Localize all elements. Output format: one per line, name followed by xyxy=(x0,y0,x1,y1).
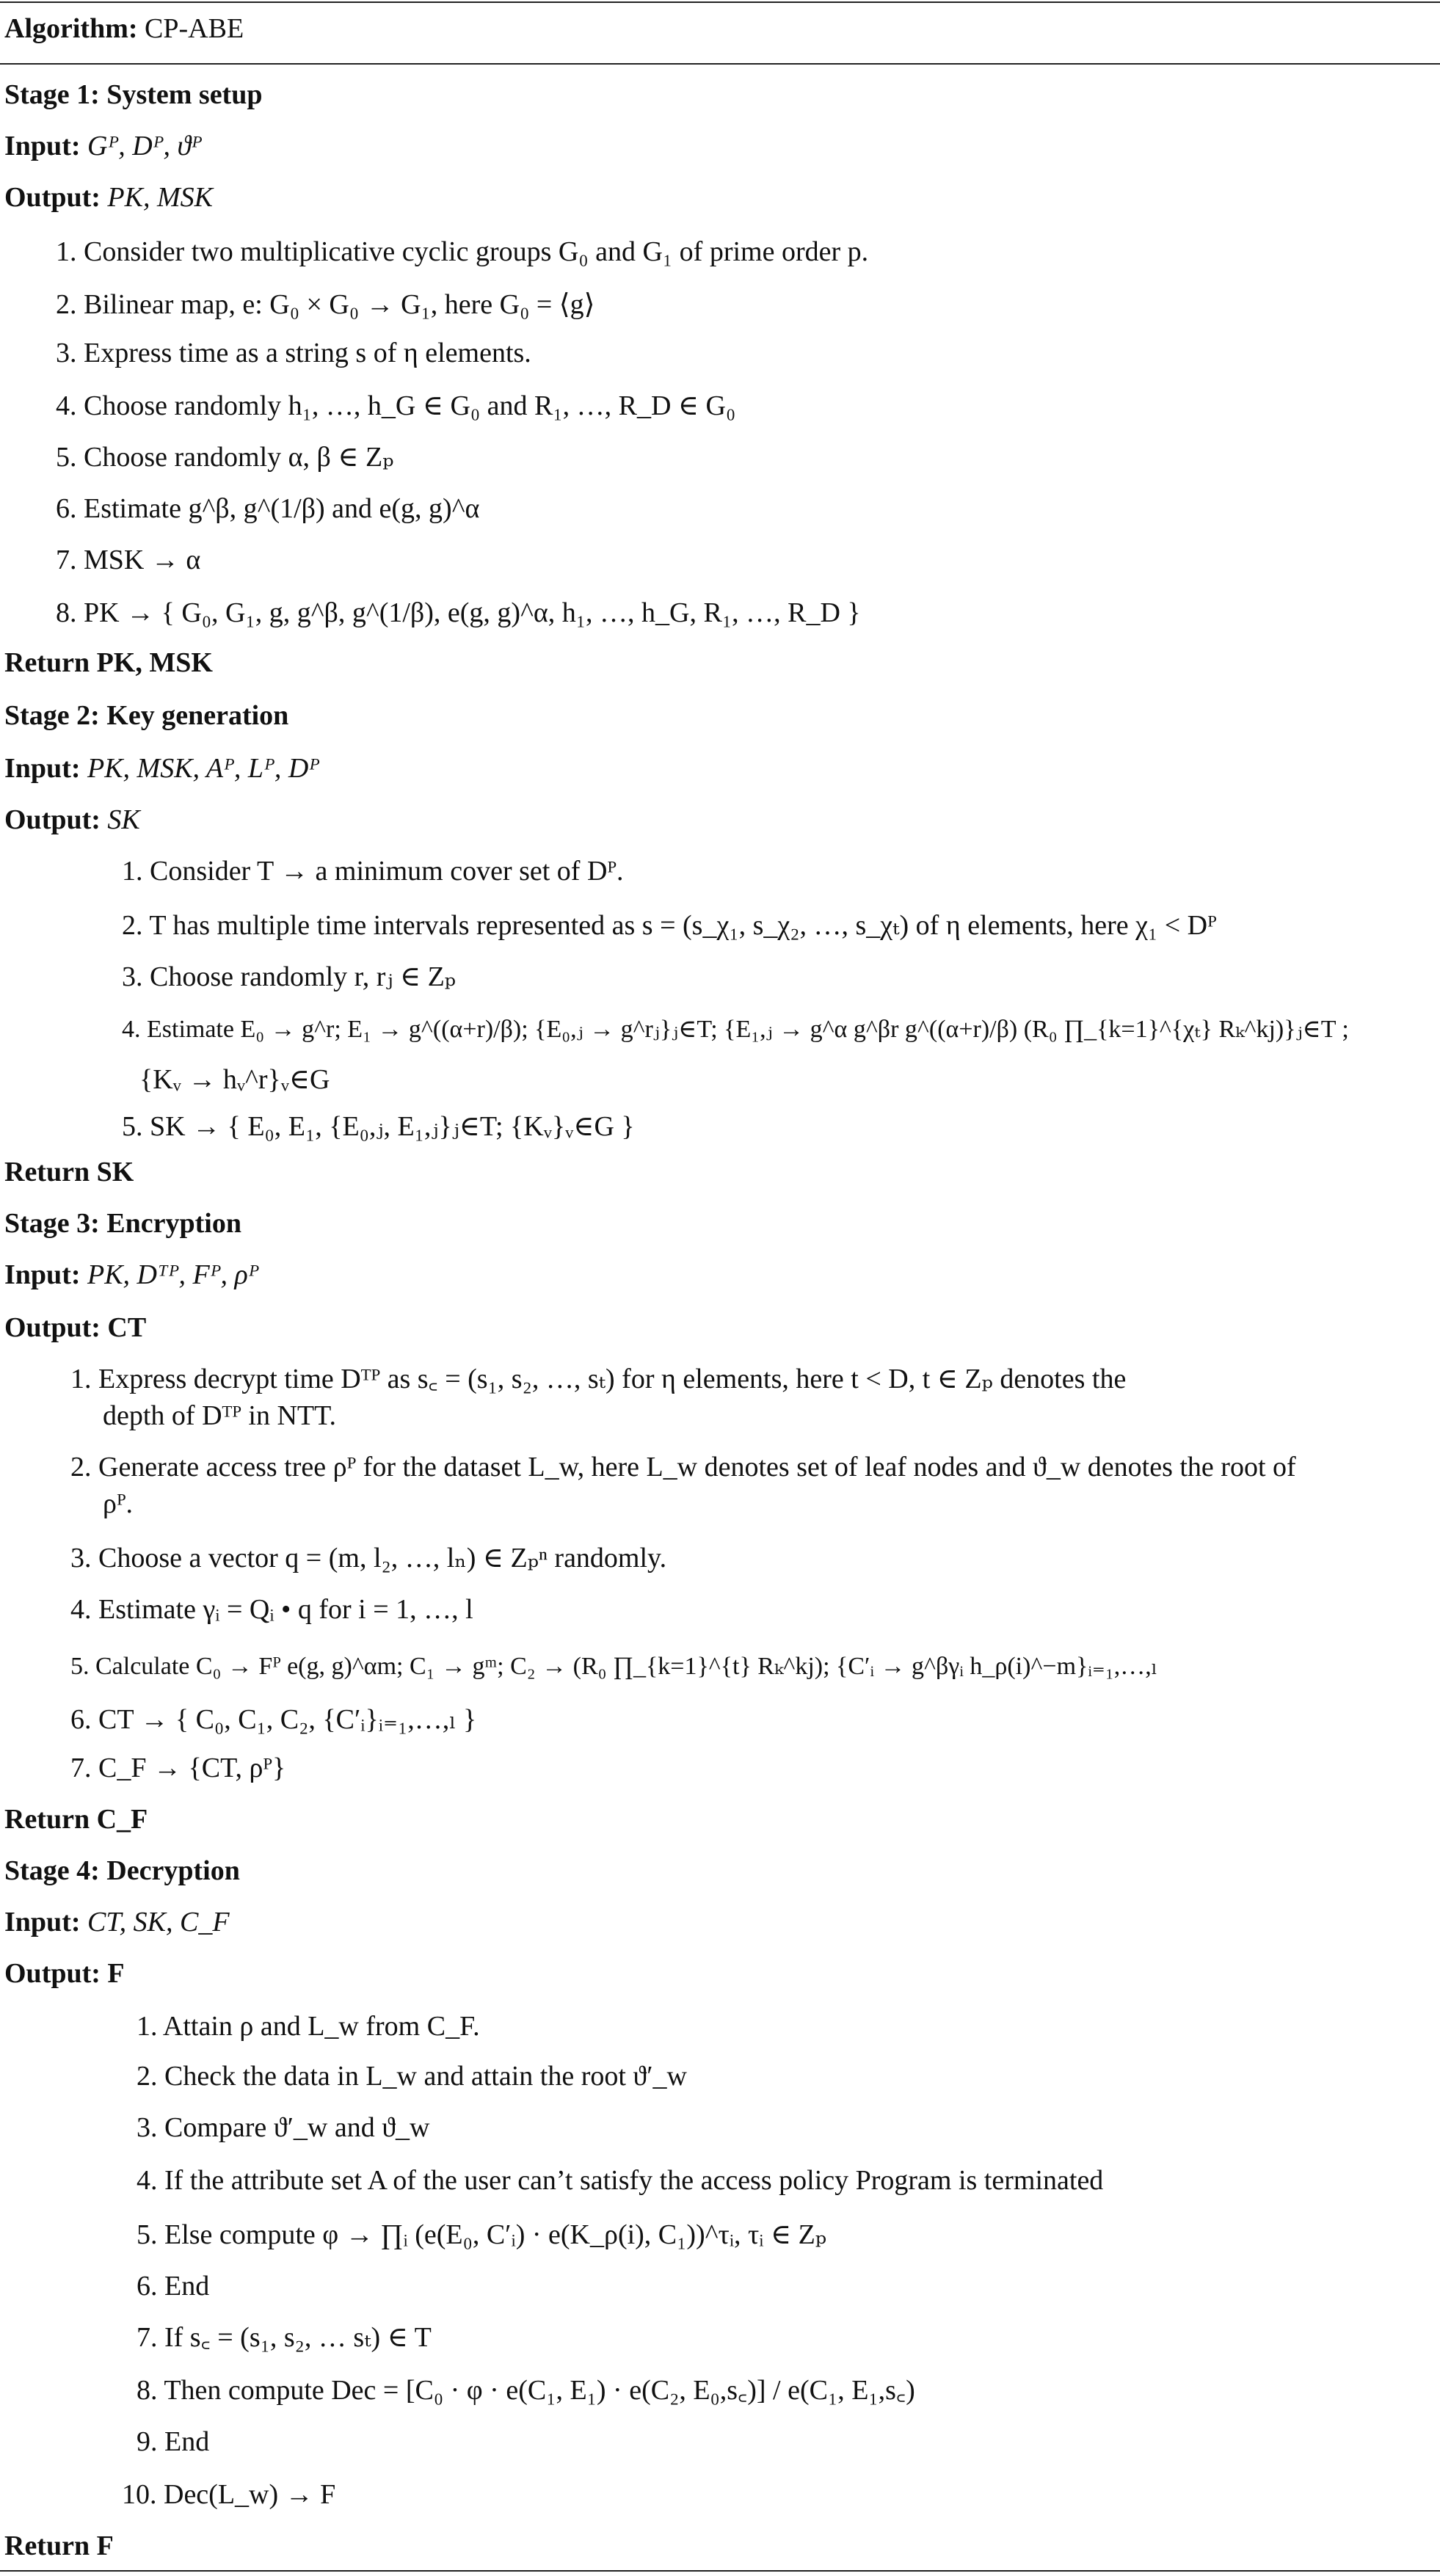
step-4-3: 3. Compare ϑ′_w and ϑ_w xyxy=(137,2112,430,2143)
stage-3-input: Input: PK, Dᵀᴾ, Fᴾ, ρᴾ xyxy=(4,1259,259,1290)
stage-1-return: Return PK, MSK xyxy=(4,647,213,678)
step-4-10: 10. Dec(L_w) → F xyxy=(122,2479,336,2510)
stage-4-output: Output: F xyxy=(4,1958,125,1989)
stage-3-return: Return C_F xyxy=(4,1804,148,1835)
stage-2-title: Stage 2: Key generation xyxy=(4,700,289,731)
step-3-6: 6. CT → { C₀, C₁, C₂, {C′ᵢ}ᵢ₌₁,…,ₗ } xyxy=(70,1704,477,1735)
step-2-4-cont: {Kᵥ → hᵥ^r}ᵥ∈G xyxy=(139,1064,330,1095)
step-1-7: 7. MSK → α xyxy=(56,545,201,575)
header-rule xyxy=(0,63,1440,65)
step-3-1: 1. Express decrypt time Dᵀᴾ as s꜀ = (s₁, s₂, …, sₜ) for η elements, here t < D, t ∈ Zₚ denotes the xyxy=(70,1364,1127,1394)
stage-4-input: Input: CT, SK, C_F xyxy=(4,1907,230,1938)
step-2-4: 4. Estimate E₀ → g^r; E₁ → g^((α+r)/β); {E₀,ⱼ → g^rⱼ}ⱼ∈T; {E₁,ⱼ → g^α g^βr g^((α+r)/β) (R₀ ∏_{k=1}^{χₜ} Rₖ^kj)}ⱼ∈T ; xyxy=(122,1016,1349,1043)
step-2-2: 2. T has multiple time intervals represented as s = (s_χ₁, s_χ₂, …, s_χₜ) of η elements, here χ₁ < Dᴾ xyxy=(122,910,1217,941)
step-3-1-cont: depth of Dᵀᴾ in NTT. xyxy=(103,1400,336,1431)
step-2-5: 5. SK → { E₀, E₁, {E₀,ⱼ, E₁,ⱼ}ⱼ∈T; {Kᵥ}ᵥ∈G } xyxy=(122,1111,635,1142)
step-2-3: 3. Choose randomly r, rⱼ ∈ Zₚ xyxy=(122,961,456,992)
step-1-2: 2. Bilinear map, e: G₀ × G₀ → G₁, here G₀ = ⟨g⟩ xyxy=(56,289,595,320)
step-4-7: 7. If s꜀ = (s₁, s₂, … sₜ) ∈ T xyxy=(137,2322,432,2353)
step-1-5: 5. Choose randomly α, β ∈ Zₚ xyxy=(56,442,394,473)
step-4-9: 9. End xyxy=(137,2426,210,2457)
bottom-rule xyxy=(0,2570,1440,2572)
stage-2-return: Return SK xyxy=(4,1157,134,1187)
step-1-8: 8. PK → { G₀, G₁, g, g^β, g^(1/β), e(g, g)^α, h₁, …, h_G, R₁, …, R_D } xyxy=(56,597,861,628)
step-1-1: 1. Consider two multiplicative cyclic groups G₀ and G₁ of prime order p. xyxy=(56,236,869,267)
step-4-6: 6. End xyxy=(137,2271,210,2302)
step-3-3: 3. Choose a vector q = (m, l₂, …, lₙ) ∈ Zₚⁿ randomly. xyxy=(70,1543,667,1573)
stage-2-input: Input: PK, MSK, Aᴾ, Lᴾ, Dᴾ xyxy=(4,753,320,784)
step-3-7: 7. C_F → {CT, ρᴾ} xyxy=(70,1753,286,1783)
stage-1-title: Stage 1: System setup xyxy=(4,79,263,110)
top-rule xyxy=(0,1,1440,3)
step-4-8: 8. Then compute Dec = [C₀ · φ · e(C₁, E₁) · e(C₂, E₀,s꜀)] / e(C₁, E₁,s꜀) xyxy=(137,2375,915,2406)
stage-4-title: Stage 4: Decryption xyxy=(4,1855,240,1886)
algorithm-header: Algorithm: CP-ABE xyxy=(4,13,244,44)
stage-1-output: Output: PK, MSK xyxy=(4,182,213,213)
step-3-4: 4. Estimate γᵢ = Qᵢ • q for i = 1, …, l xyxy=(70,1594,473,1625)
step-1-3: 3. Express time as a string s of η elements. xyxy=(56,338,531,368)
step-1-6: 6. Estimate g^β, g^(1/β) and e(g, g)^α xyxy=(56,493,480,524)
step-3-2-cont: ρᴾ. xyxy=(103,1488,134,1519)
step-4-5: 5. Else compute φ → ∏ᵢ (e(E₀, C′ᵢ) · e(K_ρ(i), C₁))^τᵢ, τᵢ ∈ Zₚ xyxy=(137,2219,827,2250)
stage-4-return: Return F xyxy=(4,2530,114,2561)
stage-2-output: Output: SK xyxy=(4,804,140,835)
step-1-4: 4. Choose randomly h₁, …, h_G ∈ G₀ and R₁, …, R_D ∈ G₀ xyxy=(56,390,736,421)
stage-3-output: Output: CT xyxy=(4,1312,147,1343)
stage-1-input: Input: Gᴾ, Dᴾ, ϑᴾ xyxy=(4,131,203,161)
step-3-2: 2. Generate access tree ρᴾ for the dataset L_w, here L_w denotes set of leaf nodes and ϑ_w denotes the root of xyxy=(70,1452,1296,1482)
stage-3-title: Stage 3: Encryption xyxy=(4,1208,241,1239)
step-2-1: 1. Consider T → a minimum cover set of Dᴾ. xyxy=(122,856,624,887)
step-4-2: 2. Check the data in L_w and attain the root ϑ′_w xyxy=(137,2061,687,2092)
step-4-4: 4. If the attribute set A of the user can’t satisfy the access policy Program is terminated xyxy=(137,2165,1104,2196)
step-3-5: 5. Calculate C₀ → Fᴾ e(g, g)^αm; C₁ → gᵐ; C₂ → (R₀ ∏_{k=1}^{t} Rₖ^kj); {C′ᵢ → g^βγᵢ h_ρ(i)^−m}ᵢ₌₁,…,ₗ xyxy=(70,1653,1157,1680)
step-4-1: 1. Attain ρ and L_w from C_F. xyxy=(137,2011,480,2042)
